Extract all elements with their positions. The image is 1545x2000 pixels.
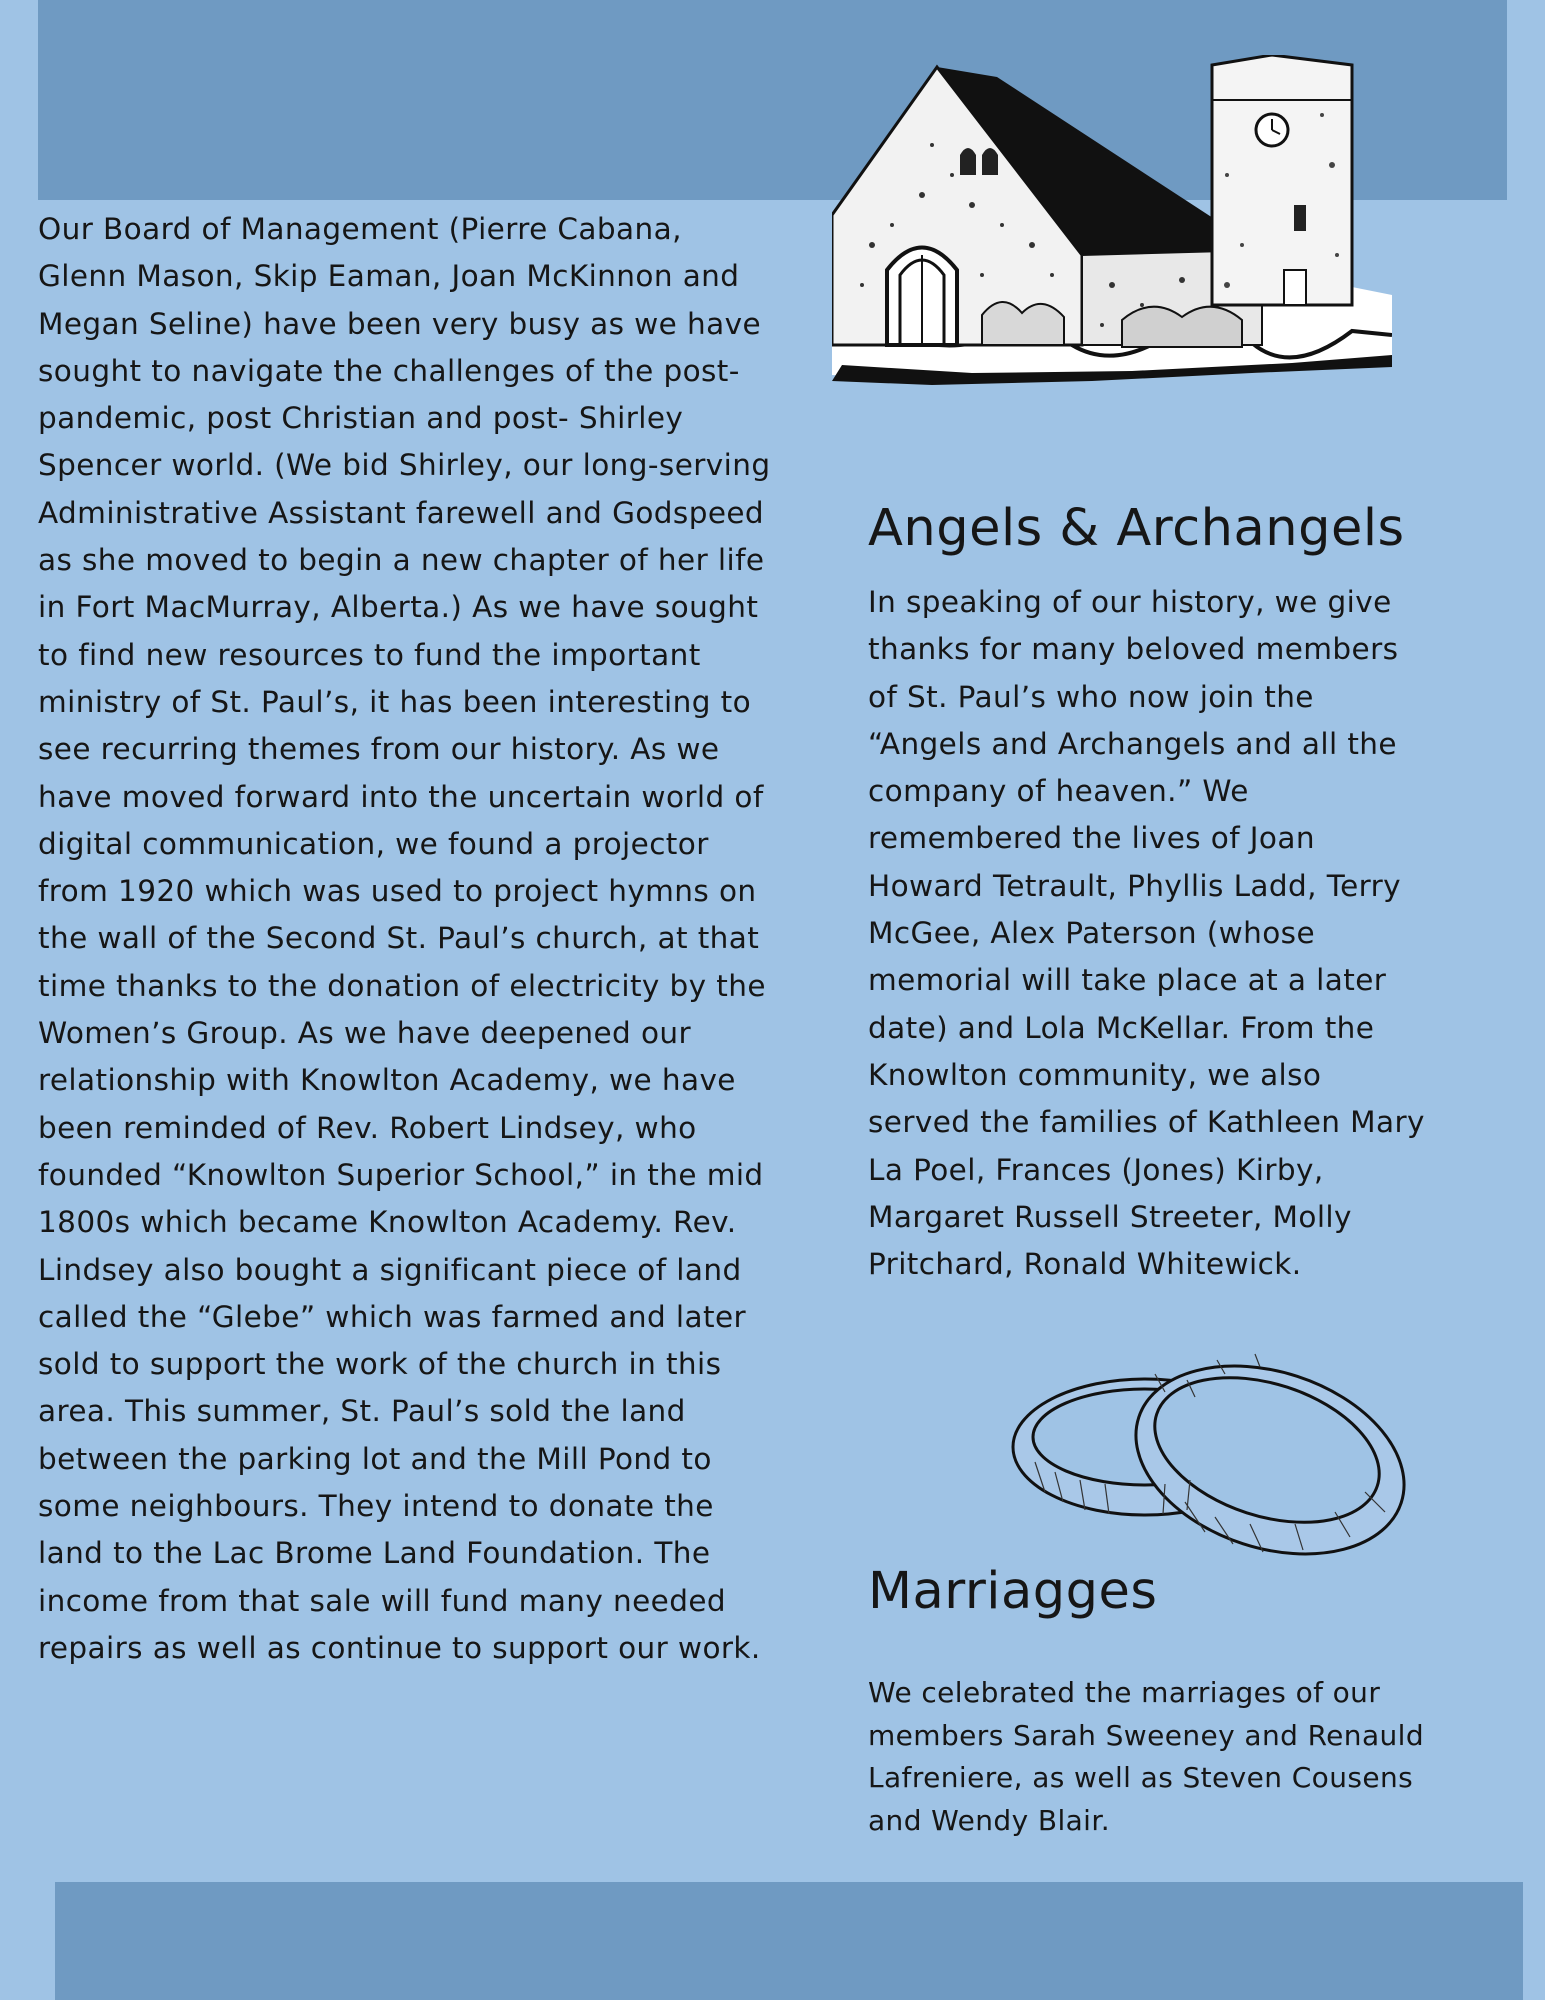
marriages-paragraph: We celebrated the marriages of our members Sarah Sweeney and Renauld Lafreniere, as well as Steven Cousens and Wendy Blair. [868,1676,1425,1837]
church-illustration [832,55,1392,385]
bottom-banner [55,1882,1523,2000]
board-section [38,206,778,1672]
marriages-heading: Marriagges [868,1562,1158,1621]
angels-paragraph: In speaking of our history, we give thanks for many beloved members of St. Paul’s who now join the “Angels and Archangels and all the company of heaven.” We remembered the lives of Joan Howard Tetrault, Phyllis Ladd, Terry McGee, Alex Paterson (whose memorial will take place at a later date) and Lola McKellar. From the Knowlton community, we also served the families of Kathleen Mary La Poel, Frances (Jones) Kirby, Margaret Russell Streeter, Molly Pritchard, Ronald Whitewick. [868,585,1425,1282]
board-paragraph: Our Board of Management (Pierre Cabana, Glenn Mason, Skip Eaman, Joan McKinnon and Megan Seline) have been very busy as we have sought to navigate the challenges of the post-pandemic, post Christian and post- Shirley Spencer world. (We bid Shirley, our long-serving Administrative Assistant farewell and Godspeed as she moved to begin a new chapter of her life in Fort MacMurray, Alberta.) As we have sought to find new resources to fund the important ministry of St. Paul’s, it has been interesting to see recurring themes from our history. As we have moved forward into the uncertain world of digital communication, we found a projector from 1920 which was used to project hymns on the wall of the Second St. Paul’s church, at that time thanks to the donation of electricity by the Women’s Group. As we have deepened our relationship with Knowlton Academy, we have been reminded of Rev. Robert Lindsey, who founded “Knowlton Superior School,” in the mid 1800s which became Knowlton Academy. Rev. Lindsey also bought a significant piece of land called the “Glebe” which was farmed and later sold to support the work of the church in this area. This summer, St. Paul’s sold the land between the parking lot and the Mill Pond to some neighbours. They intend to donate the land to the Lac Brome Land Foundation. The income from that sale will fund many needed repairs as well as continue to support our work. [38,212,771,1665]
angels-heading: Angels & Archangels [868,499,1405,558]
wedding-rings-illustration [1005,1352,1415,1560]
